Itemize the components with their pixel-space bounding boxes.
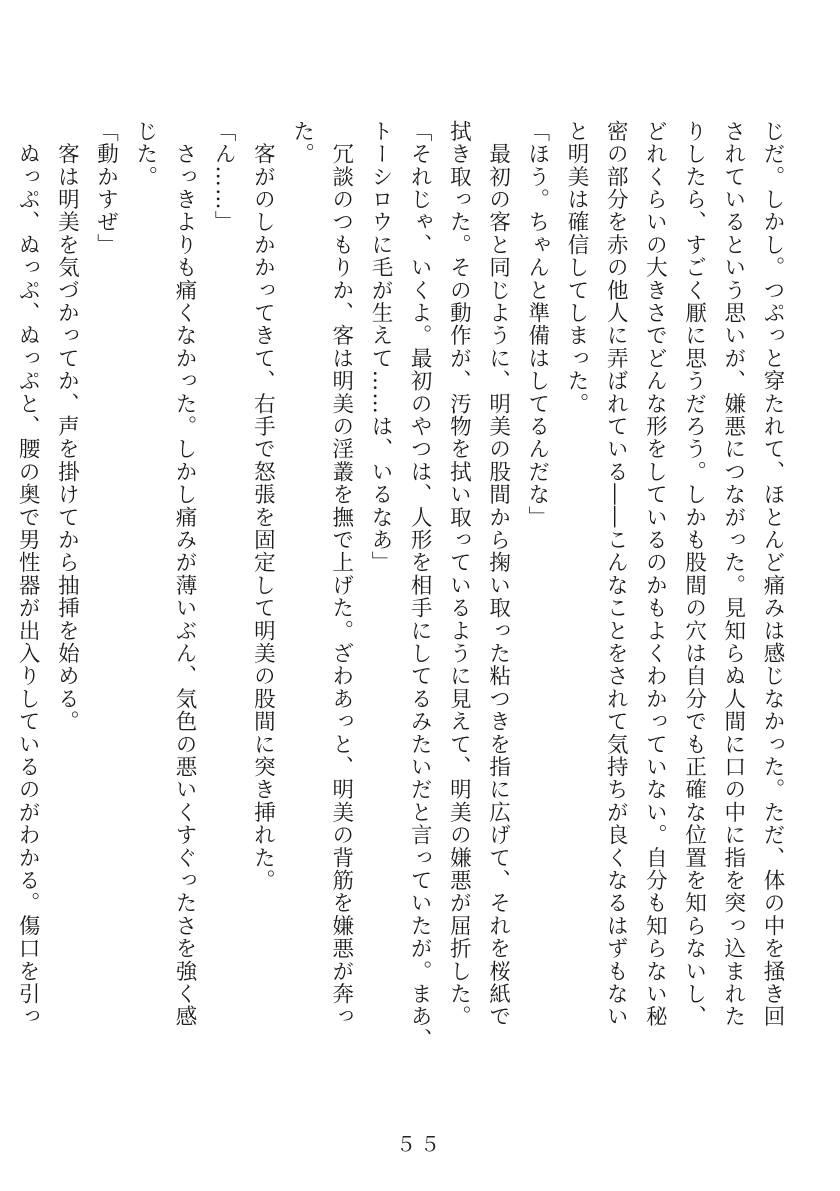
text-line: 拭き取った。その動作が、汚物を拭い取っているように見えて、明美の嫌悪が屈折した。 bbox=[446, 120, 472, 1028]
text-line: と明美は確信してしまった。 bbox=[563, 120, 589, 416]
text-line: されているという思いが、嫌悪につながった。見知らぬ人間に口の中に指を突っ込まれた bbox=[720, 120, 746, 1029]
text-line: 密の部分を赤の他人に弄ばれている――こんなことをされて気持ちが良くなるはずもない bbox=[603, 120, 629, 1028]
text-line: さっきよりも痛くなかった。しかし痛みが薄いぶん、気色の悪いくすぐったさを強く感 bbox=[171, 120, 197, 1028]
text-line: 冗談のつもりか、客は明美の淫叢を撫で上げた。ざわあっと、明美の背筋を嫌悪が奔っ bbox=[328, 120, 354, 1028]
text-line: 最初の客と同じように、明美の股間から掬い取った粘つきを指に広げて、それを桜紙で bbox=[485, 120, 511, 1028]
text-line: た。 bbox=[289, 120, 315, 166]
text-line: 「それじゃ、いくよ。最初のやつは、人形を相手にしてるみたいだと言っていたが。まあ、 bbox=[407, 120, 433, 1051]
page-number: ５５ bbox=[396, 1132, 444, 1156]
text-line: 「ん……」 bbox=[211, 120, 237, 234]
text-line: 「ほう。ちゃんと準備はしてるんだな」 bbox=[524, 120, 550, 529]
text-line: どれくらいの大きさでどんな形をしているのかもよくわかっていない。自分も知らない秘 bbox=[642, 120, 668, 1028]
text-line: りしたら、すごく厭に思うだろう。しかも股間の穴は自分でも正確な位置を知らないし、 bbox=[681, 120, 707, 1028]
text-line: 「動かすぜ」 bbox=[93, 120, 119, 257]
text-line: トーシロウに毛が生えて……は、いるなあ」 bbox=[367, 120, 393, 574]
text-line: ぬっぷ、ぬっぷ、ぬっぷと、腰の奥で男性器が出入りしているのがわかる。傷口を引っ bbox=[15, 120, 41, 1028]
text-line: 客は明美を気づかってか、声を掛けてから抽挿を始める。 bbox=[54, 120, 80, 733]
text-line: じだ。しかし。つぷっと穿たれて、ほとんど痛みは感じなかった。ただ、体の中を掻き回 bbox=[760, 120, 785, 1029]
text-line: じた。 bbox=[132, 120, 158, 189]
text-line: 客がのしかかってきて、右手で怒張を固定して明美の股間に突き挿れた。 bbox=[250, 120, 276, 892]
vertical-text-body bbox=[15, 120, 792, 1051]
